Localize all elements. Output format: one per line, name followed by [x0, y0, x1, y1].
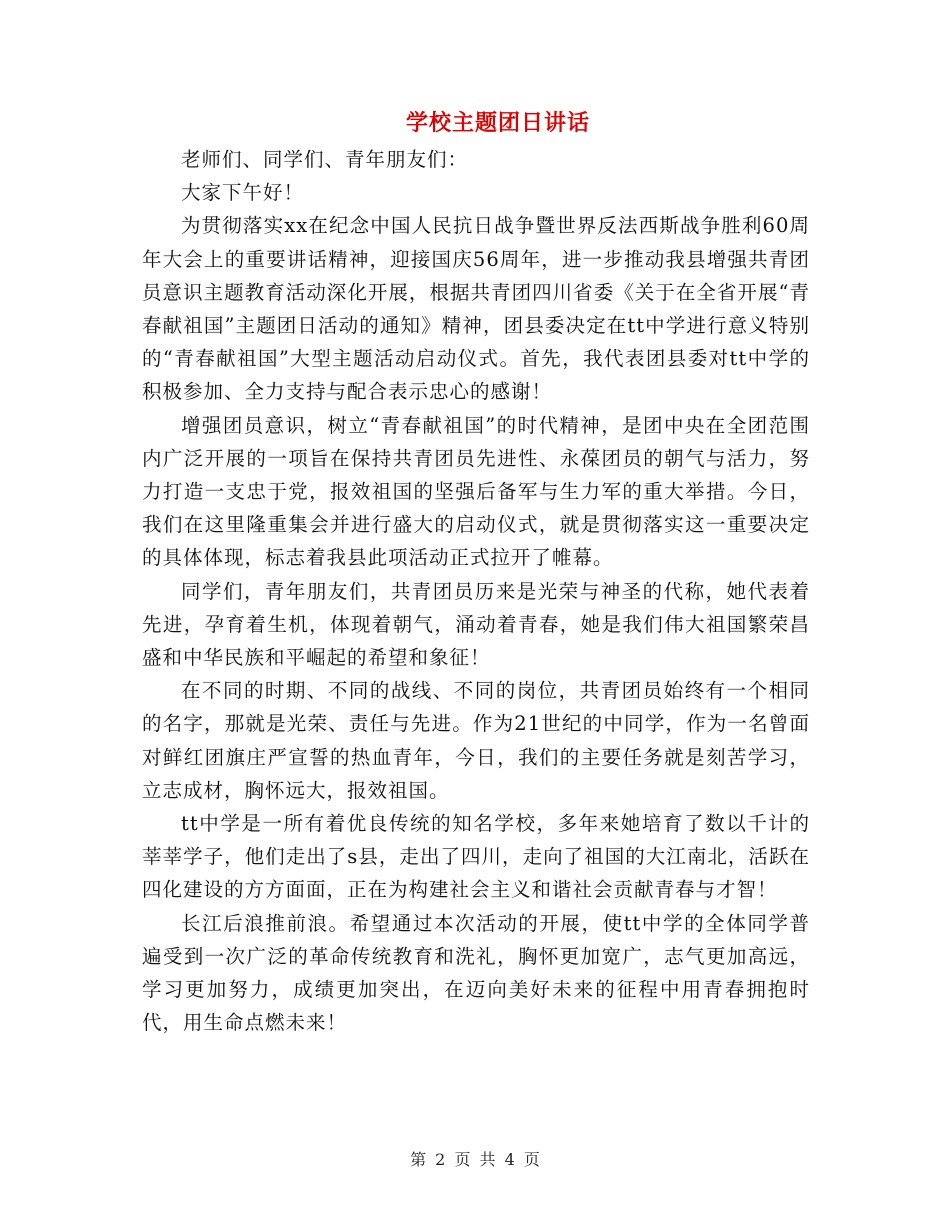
body-paragraph: 为贯彻落实xx在纪念中国人民抗日战争暨世界反法西斯战争胜利60周年大会上的重要讲话精神，迎接国庆56周年，进一步推动我县增强共青团员意识主题教育活动深化开展，根据共青团四川省委《关于在全省开展“青春献祖国”主题团日活动的通知》精神，团县委决定在tt中学进行意义特别的“青春献祖国”大型主题活动启动仪式。首先，我代表团县委对tt中学的积极参加、全力支持与配合表示忠心的感谢！	[142, 214, 810, 404]
body-paragraph: 增强团员意识，树立“青春献祖国”的时代精神，是团中央在全团范围内广泛开展的一项旨在保持共青团员先进性、永葆团员的朝气与活力，努力打造一支忠于党，报效祖国的坚强后备军与生力军的重大举措。今日，我们在这里隆重集会并进行盛大的启动仪式，就是贯彻落实这一重要决定的具体体现，标志着我县此项活动正式拉开了帷幕。	[142, 413, 810, 570]
page-number-footer: 第 2 页 共 4 页	[410, 1150, 540, 1169]
greeting-paragraph: 老师们、同学们、青年朋友们：	[181, 148, 469, 171]
body-paragraph: 在不同的时期、不同的战线、不同的岗位，共青团员始终有一个相同的名字，那就是光荣、责任与先进。作为21世纪的中同学，作为一名曾面对鲜红团旗庄严宣誓的热血青年，今日，我们的主要任务就是刻苦学习，立志成材，胸怀远大，报效祖国。	[142, 679, 810, 802]
body-paragraph: 同学们，青年朋友们，共青团员历来是光荣与神圣的代称，她代表着先进，孕育着生机，体现着朝气，涌动着青春，她是我们伟大祖国繁荣昌盛和中华民族和平崛起的希望和象征！	[142, 579, 810, 670]
document-body	[142, 143, 810, 1039]
page-title: 学校主题团日讲话	[405, 111, 590, 136]
salutation-paragraph: 大家下午好！	[181, 181, 305, 205]
body-paragraph: tt中学是一所有着优良传统的知名学校，多年来她培育了数以千计的莘莘学子，他们走出了s县，走出了四川，走向了祖国的大江南北，活跃在四化建设的方方面面，正在为构建社会主义和谐社会贡献青春与才智！	[142, 812, 810, 902]
closing-paragraph: 长江后浪推前浪。希望通过本次活动的开展，使tt中学的全体同学普遍受到一次广泛的革命传统教育和洗礼，胸怀更加宽广，志气更加高远，学习更加努力，成绩更加突出，在迈向美好未来的征程中用青春拥抱时代，用生命点燃未来！	[142, 911, 810, 1035]
